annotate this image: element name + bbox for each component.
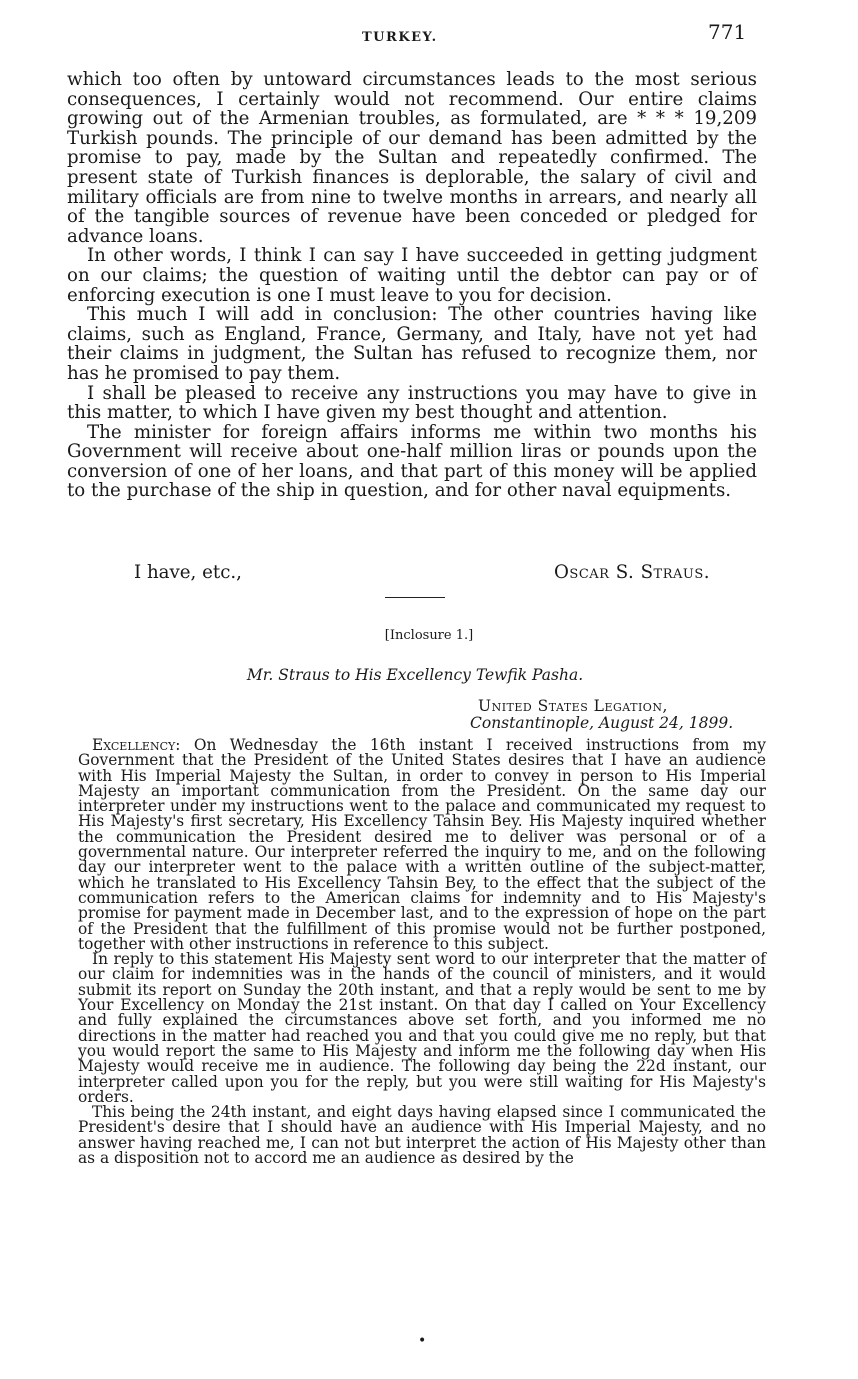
- footer-mark: •: [418, 1333, 427, 1349]
- salutation: Excellency:: [92, 736, 181, 754]
- body-paragraph: In other words, I think I can say I have succeeded in getting judgment on our claims; the question of waiting until the debtor can pay or of enforcing execution is one I must leave to you for decision.: [67, 245, 757, 306]
- inclosure-title: Mr. Straus to His Excellency Tewfik Pasha.: [246, 666, 584, 684]
- signature: Oscar S. Straus.: [554, 562, 711, 583]
- letter-closing: [134, 562, 754, 583]
- body-paragraph: I shall be pleased to receive any instructions you may have to give in this matter, to which I have given my best thought and attention.: [67, 382, 757, 424]
- section-divider: [385, 597, 445, 598]
- paragraph-text: On Wednesday the 16th instant I received instructions from my Government that the President of the United States desires that I have an audience with His Imperial Majesty the Sultan, in order to convey in person to His Imperial Majesty an important communication from the President. On the same day our interpreter under my instructions went to the palace and communicated my request to His Majesty's first secretary, His Excellency Tahsin Bey. His Majesty inquired whether the communication the President desired me to deliver was personal or of a governmental nature. Our interpreter referred the inquiry to me, and on the following day our interpreter went to the palace with a written outline of the subject-matter, which he translated to His Excellency Tahsin Bey, to the effect that the subject of the communication refers to the American claims for indemnity and to His Majesty's promise for payment made in December last, and to the expression of hope on the part of the President that the fulfillment of this promise would not be further postponed, together with other instructions in reference to this subject.: [78, 736, 766, 953]
- body-paragraph: The minister for foreign affairs informs me within two months his Government will receive about one-half million liras or pounds upon the conversion of one of her loans, and that part of this money will be applied to the purchase of the ship in question, and for other naval equipments.: [67, 421, 757, 502]
- legation-heading: United States Legation,: [478, 697, 668, 715]
- inclosure-paragraph: In reply to this statement His Majesty sent word to our interpreter that the matter of our claim for indemnities was in the hands of the council of ministers, and it would submit its report on Sunday the 20th instant, and that a reply would be sent to me by Your Excellency on Monday the 21st instant. On that day I called on Your Excellency and fully explained the circumstances above set forth, and you informed me no directions in the matter had reached you and that you could give me no reply, but that you would report the same to His Majesty and inform me the following day when His Majesty would receive me in audience. The following day being the 22d instant, our interpreter called upon you for the reply, but you were still waiting for His Majesty's orders.: [78, 950, 766, 1106]
- body-paragraph: which too often by untoward circumstances leads to the most serious consequences, I certainly would not recommend. Our entire claims growing out of the Armenian troubles, as formulated, are * * * 19,209 Turkish pounds. The principle of our demand has been admitted by the promise to pay, made by the Sultan and repeatedly confirmed. The present state of Turkish finances is deplorable, the salary of civil and military officials are from nine to twelve months in arrears, and nearly all of the tangible sources of revenue have been conceded or pledged for advance loans.: [67, 69, 757, 247]
- inclosure-body: [78, 738, 766, 1166]
- inclosure-label: [Inclosure 1.]: [384, 628, 474, 643]
- letter-body: [67, 70, 757, 501]
- page-number: 771: [708, 20, 747, 44]
- inclosure-paragraph: This being the 24th instant, and eight days having elapsed since I communicated the President's desire that I should have an audience with His Imperial Majesty, and no answer having reached me, I can not but interpret the action of His Majesty other than as a disposition not to accord me an audience as desired by the: [78, 1103, 766, 1168]
- body-paragraph: This much I will add in conclusion: The other countries having like claims, such as England, France, Germany, and Italy, have not yet had their claims in judgment, the Sultan has refused to recognize them, nor has he promised to pay them.: [67, 304, 757, 384]
- inclosure-paragraph: [78, 738, 766, 952]
- closing-phrase: I have, etc.,: [134, 562, 242, 583]
- dateline: Constantinople, August 24, 1899.: [470, 714, 734, 732]
- running-head: TURKEY.: [362, 30, 438, 45]
